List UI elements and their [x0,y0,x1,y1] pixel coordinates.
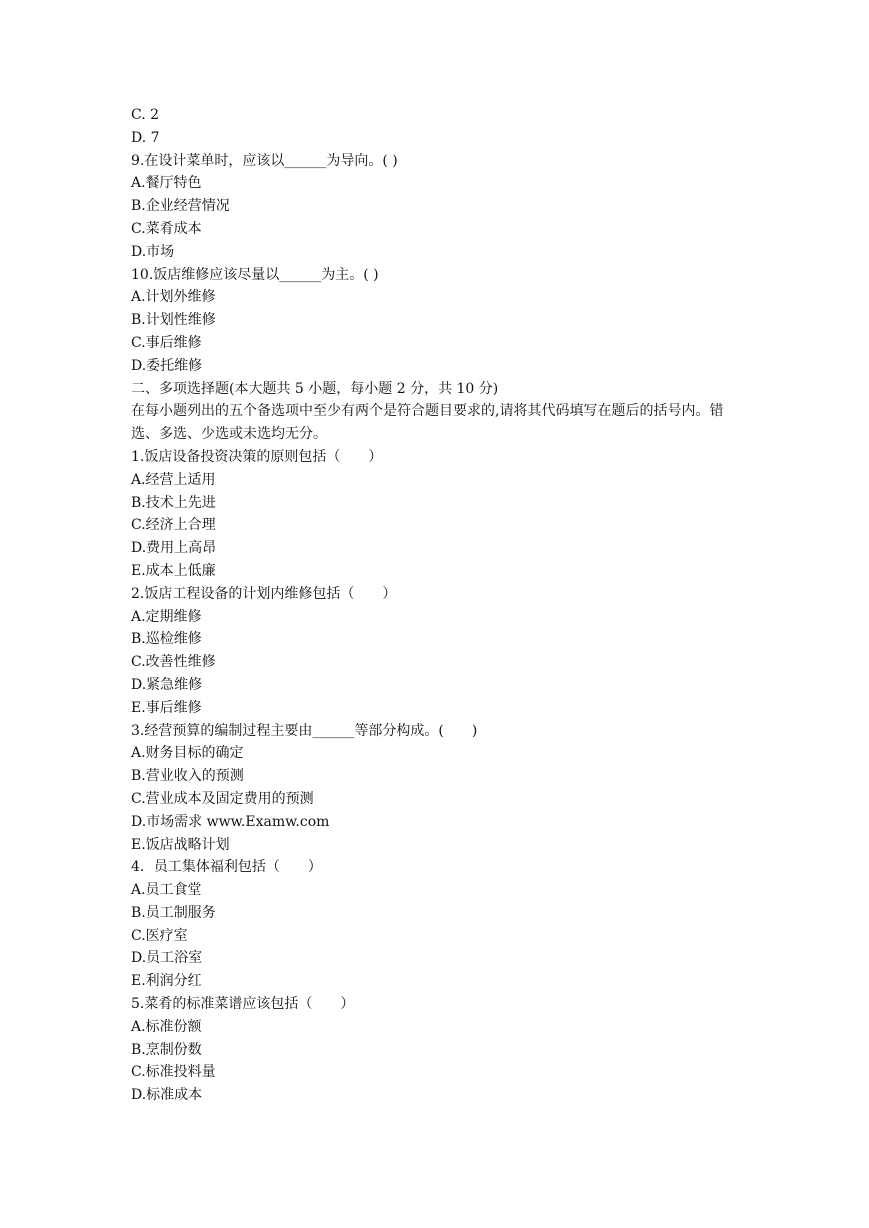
option-line: C.改善性维修 [131,654,216,671]
option-line: E.利润分红 [131,973,202,990]
option-line: E.成本上低廉 [131,562,216,579]
question-line: 9.在设计菜单时，应该以______为导向。( ) [131,152,398,169]
question-line: 2.饭店工程设备的计划内维修包括（ ） [131,585,397,602]
option-line: B.营业收入的预测 [131,768,244,785]
option-line: A.财务目标的确定 [131,745,244,762]
section-instructions: 在每小题列出的五个备选项中至少有两个是符合题目要求的,请将其代码填写在题后的括号内。错选、多选、少选或未选均无分。 [131,403,724,443]
option-line: B.烹制份数 [131,1041,202,1058]
option-line: B.计划性维修 [131,312,216,329]
option-line: D.市场需求 www.Examw.com [131,813,330,830]
option-line: C.标准投料量 [131,1064,216,1081]
option-line: B.技术上先进 [131,494,216,511]
option-line: D.员工浴室 [131,950,203,967]
option-line: A.计划外维修 [131,289,216,306]
option-line: D. 7 [131,129,160,146]
option-line: C.经济上合理 [131,517,216,534]
option-line: A.标准份额 [131,1018,202,1035]
option-line: E.事后维修 [131,699,202,716]
option-line: B.员工制服务 [131,904,216,921]
option-line: D.紧急维修 [131,676,203,693]
option-line: D.费用上高昂 [131,540,217,557]
question-line: 5.菜肴的标准菜谱应该包括（ ） [131,996,355,1013]
option-line: C.事后维修 [131,334,202,351]
option-line: A.经营上适用 [131,471,216,488]
option-line: C.医疗室 [131,927,188,944]
option-line: C.菜肴成本 [131,220,202,237]
option-line: D.市场 [131,243,175,260]
question-line: 1.饭店设备投资决策的原则包括（ ） [131,448,383,465]
option-line: E.饭店战略计划 [131,836,230,853]
question-line: 10.饭店维修应该尽量以______为主。( ) [131,266,379,283]
option-line: C. 2 [131,107,160,123]
option-line: A.员工食堂 [131,882,202,899]
option-line: D.委托维修 [131,357,203,374]
option-line: B.巡检维修 [131,631,202,648]
question-line: 4．员工集体福利包括（ ） [131,859,322,876]
section-heading: 二、多项选择题(本大题共 5 小题，每小题 2 分，共 10 分) [131,380,499,397]
exam-content [131,104,771,1107]
option-line: A.定期维修 [131,608,202,625]
option-line: B.企业经营情况 [131,198,230,215]
option-line: D.标准成本 [131,1087,203,1104]
option-line: A.餐厅特色 [131,175,202,192]
question-line: 3.经营预算的编制过程主要由______等部分构成。( ) [131,722,478,739]
option-line: C.营业成本及固定费用的预测 [131,790,314,807]
